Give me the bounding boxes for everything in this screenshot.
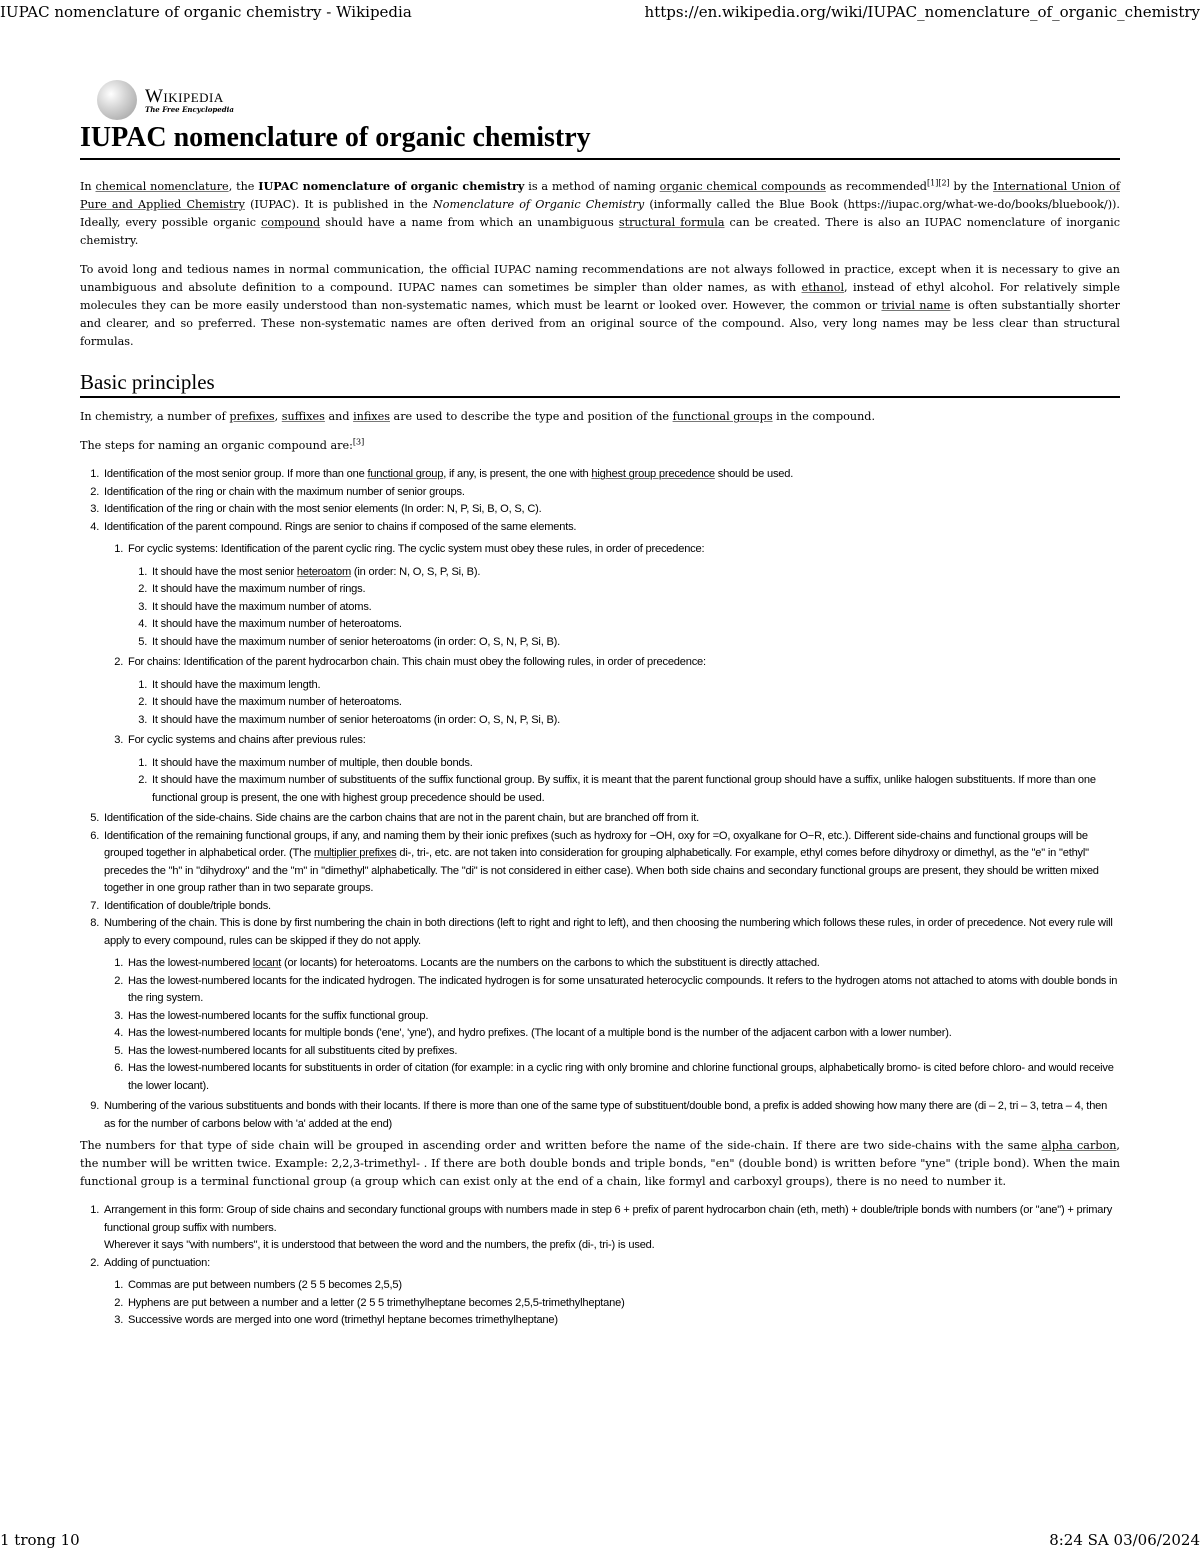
list-item: 3. Identification of the ring or chain with the most senior elements (In order: N, P, Si, B, O, S, C). <box>102 501 1120 519</box>
article-page <box>80 80 1120 1334</box>
list-item: 4. It should have the maximum number of heteroatoms. <box>150 616 1120 634</box>
list-item: 2. It should have the maximum number of substituents of the suffix functional group. By suffix, it is meant that the parent functional group should have a suffix, unlike halogen substituents. If more than one functional group is present, the one with highest group precedence should be used. <box>150 772 1120 807</box>
list-item: 1. Commas are put between numbers (2 5 5 becomes 2,5,5) <box>126 1277 1120 1295</box>
paragraph-steps-intro: The steps for naming an organic compound are:[3] <box>80 437 365 453</box>
list-item: 2. It should have the maximum number of rings. <box>150 581 1120 599</box>
link-locant[interactable]: locant <box>252 957 282 970</box>
paragraph-common-names: To avoid long and tedious names in normal communication, the official IUPAC naming recommendations are not always followed in practice, except when it is necessary to give an unambiguous and absolute definition to a compound. IUPAC names can sometimes be simpler than older names, as with ethanol, instead of ethyl alcohol. For relatively simple molecules they can be more easily understood than non-systematic names, which must be learnt or looked over. However, the common or trivial name is often substantially shorter and clearer, and so preferred. These non-systematic names are often derived from an original source of the compound. Also, very long names may be less clear than structural formulas. <box>80 263 1121 349</box>
logo-wordmark: Wikipedia <box>145 86 224 107</box>
ref-1[interactable]: [1] <box>926 178 939 188</box>
list-item: 2. For chains: Identification of the parent hydrocarbon chain. This chain must obey the following rules, in order of precedence: 1. It should have the maximum length. 2. It should have the maximum number of heteroatoms. 3. It should have the maximum number of senior heteroatoms (in order: O, S, N, P, Si, B). <box>126 654 1120 729</box>
section-heading-basic-principles: Basic principles <box>80 371 1120 398</box>
link-organic-compounds[interactable]: organic chemical compounds <box>659 180 826 194</box>
list-item: 1. It should have the most senior heteroatom (in order: N, O, S, P, Si, B). <box>150 564 1120 582</box>
sub-list <box>128 755 1120 808</box>
sub-list <box>128 564 1120 652</box>
link-chemical-nomenclature[interactable]: chemical nomenclature <box>95 180 229 194</box>
list-item: 3. It should have the maximum number of atoms. <box>150 599 1120 617</box>
list-item: 1. It should have the maximum length. <box>150 677 1120 695</box>
list-item: 5. It should have the maximum number of senior heteroatoms (in order: O, S, N, P, Si, B). <box>150 634 1120 652</box>
list-item: 2. Identification of the ring or chain with the maximum number of senior groups. <box>102 484 1120 502</box>
sub-list <box>128 677 1120 730</box>
link-alpha-carbon[interactable]: alpha carbon <box>1041 1139 1117 1153</box>
link-heteroatom[interactable]: heteroatom <box>296 565 352 578</box>
list-item: 5. Has the lowest-numbered locants for all substituents cited by prefixes. <box>126 1043 1120 1061</box>
link-trivial-name[interactable]: trivial name <box>881 299 951 313</box>
list-item: 2. Adding of punctuation: 1. Commas are put between numbers (2 5 5 becomes 2,5,5) 2. Hyphens are put between a number and a letter (2 5 5 trimethylheptane becomes 2,5,5-trimethylheptane) 3. Successive words are merged into one word (trimethyl heptane becomes trimethylheptane) <box>102 1255 1120 1330</box>
list-item: 3. It should have the maximum number of senior heteroatoms (in order: O, S, N, P, Si, B). <box>150 712 1120 730</box>
ref-3[interactable]: [3] <box>352 437 365 447</box>
list-item: 5. Identification of the side-chains. Side chains are the carbon chains that are not in the parent chain, but are branched off from it. <box>102 810 1120 828</box>
logo-tagline: The Free Encyclopedia <box>145 105 234 114</box>
link-multiplier-prefixes[interactable]: multiplier prefixes <box>313 847 397 860</box>
link-functional-groups[interactable]: functional groups <box>672 410 773 424</box>
list-item: 2. Has the lowest-numbered locants for the indicated hydrogen. The indicated hydrogen is for some unsaturated heterocyclic compounds. It refers to the hydrogen atoms not attached to atoms with double bonds in the ring system. <box>126 973 1120 1008</box>
list-item: 3. Successive words are merged into one word (trimethyl heptane becomes trimethylheptane) <box>126 1312 1120 1330</box>
link-infixes[interactable]: infixes <box>353 410 390 424</box>
wikipedia-globe-icon <box>97 80 137 120</box>
list-item: 4. Has the lowest-numbered locants for multiple bonds ('ene', 'yne'), and hydro prefixes. (The locant of a multiple bond is the number of the adjacent carbon with a lower number). <box>126 1025 1120 1043</box>
list-item: 3. Has the lowest-numbered locants for the suffix functional group. <box>126 1008 1120 1026</box>
link-prefixes[interactable]: prefixes <box>229 410 275 424</box>
arrangement-steps-list <box>80 1202 1120 1330</box>
link-compound[interactable]: compound <box>261 216 321 230</box>
link-functional-group[interactable]: functional group <box>367 468 444 481</box>
list-item: 1. Arrangement in this form: Group of side chains and secondary functional groups with numbers made in step 6 + prefix of parent hydrocarbon chain (eth, meth) + double/triple bonds with numbers (or "ane") + primary functional group suffix with numbers. Wherever it says "with numbers", it is understood that between the word and the numbers, the prefix (di-, tri-) is used. <box>102 1202 1120 1255</box>
sub-list <box>104 955 1120 1095</box>
list-item: 7. Identification of double/triple bonds. <box>102 898 1120 916</box>
link-iupac[interactable]: International Union of Pure and Applied Chemistry <box>80 180 1120 212</box>
sub-list <box>104 541 1120 807</box>
wikipedia-logo[interactable] <box>97 80 1120 120</box>
list-item: 9. Numbering of the various substituents and bonds with their locants. If there is more than one of the same type of substituent/double bond, a prefix is added showing how many there are (di – 2, tri – 3, tetra – 4, then as for the number of carbons below with 'a' added at the end) <box>102 1098 1120 1133</box>
paragraph-affixes: In chemistry, a number of prefixes, suffixes and infixes are used to describe the type and position of the functional groups in the compound. <box>80 410 876 424</box>
browser-page-title: IUPAC nomenclature of organic chemistry - Wikipedia <box>0 3 412 21</box>
list-item: 1. It should have the maximum number of multiple, then double bonds. <box>150 755 1120 773</box>
browser-url[interactable]: https://en.wikipedia.org/wiki/IUPAC_nomenclature_of_organic_chemistry <box>644 3 1200 21</box>
list-item: 2. It should have the maximum number of heteroatoms. <box>150 694 1120 712</box>
list-item: 6. Has the lowest-numbered locants for substituents in order of citation (for example: in a cyclic ring with only bromine and chlorine functional groups, alphabetically bromo- is cited before chloro- and would receive the lower locant). <box>126 1060 1120 1095</box>
list-item: 1. Identification of the most senior group. If more than one functional group, if any, is present, the one with highest group precedence should be used. <box>102 466 1120 484</box>
print-page-count: 1 trong 10 <box>0 1531 80 1549</box>
list-item: 1. Has the lowest-numbered locant (or locants) for heteroatoms. Locants are the numbers on the carbons to which the substituent is directly attached. <box>126 955 1120 973</box>
list-item: 6. Identification of the remaining functional groups, if any, and naming them by their ionic prefixes (such as hydroxy for −OH, oxy for =O, oxyalkane for O−R, etc.). Different side-chains and functional groups will be grouped together in alphabetical order. (The multiplier prefixes di-, tri-, etc. are not taken into consideration for grouping alphabetically. For example, ethyl comes before dihydroxy or dimethyl, as the "e" in "ethyl" precedes the "h" in "dihydroxy" and the "m" in "dimethyl" alphabetically. The "di" is not considered in either case). When both side chains and secondary functional groups are present, they should be written mixed together in one group rather than in two separate groups. <box>102 828 1120 898</box>
list-item: 8. Numbering of the chain. This is done by first numbering the chain in both directions (left to right and right to left), and then choosing the numbering which follows these rules, in order of precedence. Not every rule will apply to every compound, rules can be skipped if they do not apply. 1. Has the lowest-numbered locant (or locants) for heteroatoms. Locants are the numbers on the carbons to which the substituent is directly attached. 2. Has the lowest-numbered locants for the indicated hydrogen. The indicated hydrogen is for some unsaturated heterocyclic compounds. It refers to the hydrogen atoms not attached to atoms with double bonds in the ring system. 3. Has the lowest-numbered locants for the suffix functional group. 4. Has the lowest-numbered locants for multiple bonds ('ene', 'yne'), and hydro prefixes. (The locant of a multiple bond is the number of the adjacent carbon with a lower number). 5. Has the lowest-numbered locants for all substituents cited by prefixes. 6. Has the lowest-numbered locants for substituents in order of citation (for example: in a cyclic ring with only bromine and chlorine functional groups, alphabetically bromo- is cited before chloro- and would receive the lower locant). <box>102 915 1120 1095</box>
book-title: Nomenclature of Organic Chemistry <box>432 198 645 212</box>
naming-steps-list <box>80 466 1120 1133</box>
list-item: 2. Hyphens are put between a number and a letter (2 5 5 trimethylheptane becomes 2,5,5-trimethylheptane) <box>126 1295 1120 1313</box>
sub-list <box>104 1277 1120 1330</box>
bold-article-name: IUPAC nomenclature of organic chemistry <box>258 179 525 194</box>
link-ethanol[interactable]: ethanol <box>801 281 845 295</box>
link-group-precedence[interactable]: highest group precedence <box>591 468 715 481</box>
intro-paragraph: In chemical nomenclature, the IUPAC nomenclature of organic chemistry is a method of naming organic chemical compounds as recommended[1][2] by the International Union of Pure and Applied Chemistry (IUPAC). It is published in the Nomenclature of Organic Chemistry (informally called the Blue Book (https://iupac.org/what-we-do/books/bluebook/)). Ideally, every possible organic compound should have a name from which an unambiguous structural formula can be created. There is also an IUPAC nomenclature of inorganic chemistry. <box>80 178 1120 248</box>
page-title: IUPAC nomenclature of organic chemistry <box>80 122 1120 160</box>
list-item: 4. Identification of the parent compound. Rings are senior to chains if composed of the same elements. 1. For cyclic systems: Identification of the parent cyclic ring. The cyclic system must obey these rules, in order of precedence: 1. It should have the most senior heteroatom (in order: N, O, S, P, Si, B). 2. It should have the maximum number of rings. 3. It should have the maximum number of atoms. 4. It should have the maximum number of heteroatoms. 5. It should have the maximum number of senior heteroatoms (in order: O, S, N, P, Si, B). 2. For chains: Identification of the parent hydrocarbon chain. This chain must obey the following rules, in order of precedence: 1. It should have the maximum length. 2. It should have the maximum number of heteroatoms. 3. It should have the maximum number of senior heteroatoms (in order: O, S, N, P, Si, B). 3. For cyclic systems and chains after previous rules: 1. It should have the maximum number of multiple, then double bonds. 2. It should have the maximum number of substituents of the suffix functional group. By suffix, it is meant that the parent functional group should have a suffix, unlike halogen substituents. If more than one functional group is present, the one with highest group precedence should be used. <box>102 519 1120 808</box>
ref-2[interactable]: [2] <box>938 178 950 188</box>
link-structural-formula[interactable]: structural formula <box>618 216 725 230</box>
paragraph-numbering: The numbers for that type of side chain will be grouped in ascending order and written before the name of the side-chain. If there are two side-chains with the same alpha carbon, the number will be written twice. Example: 2,2,3-trimethyl- . If there are both double bonds and triple bonds, "en" (double bond) is written before "yne" (triple bond). When the main functional group is a terminal functional group (a group which can exist only at the end of a chain, like formyl and carboxyl groups), there is no need to number it. <box>80 1139 1120 1189</box>
list-item: 1. For cyclic systems: Identification of the parent cyclic ring. The cyclic system must obey these rules, in order of precedence: 1. It should have the most senior heteroatom (in order: N, O, S, P, Si, B). 2. It should have the maximum number of rings. 3. It should have the maximum number of atoms. 4. It should have the maximum number of heteroatoms. 5. It should have the maximum number of senior heteroatoms (in order: O, S, N, P, Si, B). <box>126 541 1120 651</box>
print-timestamp: 8:24 SA 03/06/2024 <box>1049 1531 1200 1549</box>
link-suffixes[interactable]: suffixes <box>281 410 325 424</box>
list-item: 3. For cyclic systems and chains after previous rules: 1. It should have the maximum number of multiple, then double bonds. 2. It should have the maximum number of substituents of the suffix functional group. By suffix, it is meant that the parent functional group should have a suffix, unlike halogen substituents. If more than one functional group is present, the one with highest group precedence should be used. <box>126 732 1120 807</box>
